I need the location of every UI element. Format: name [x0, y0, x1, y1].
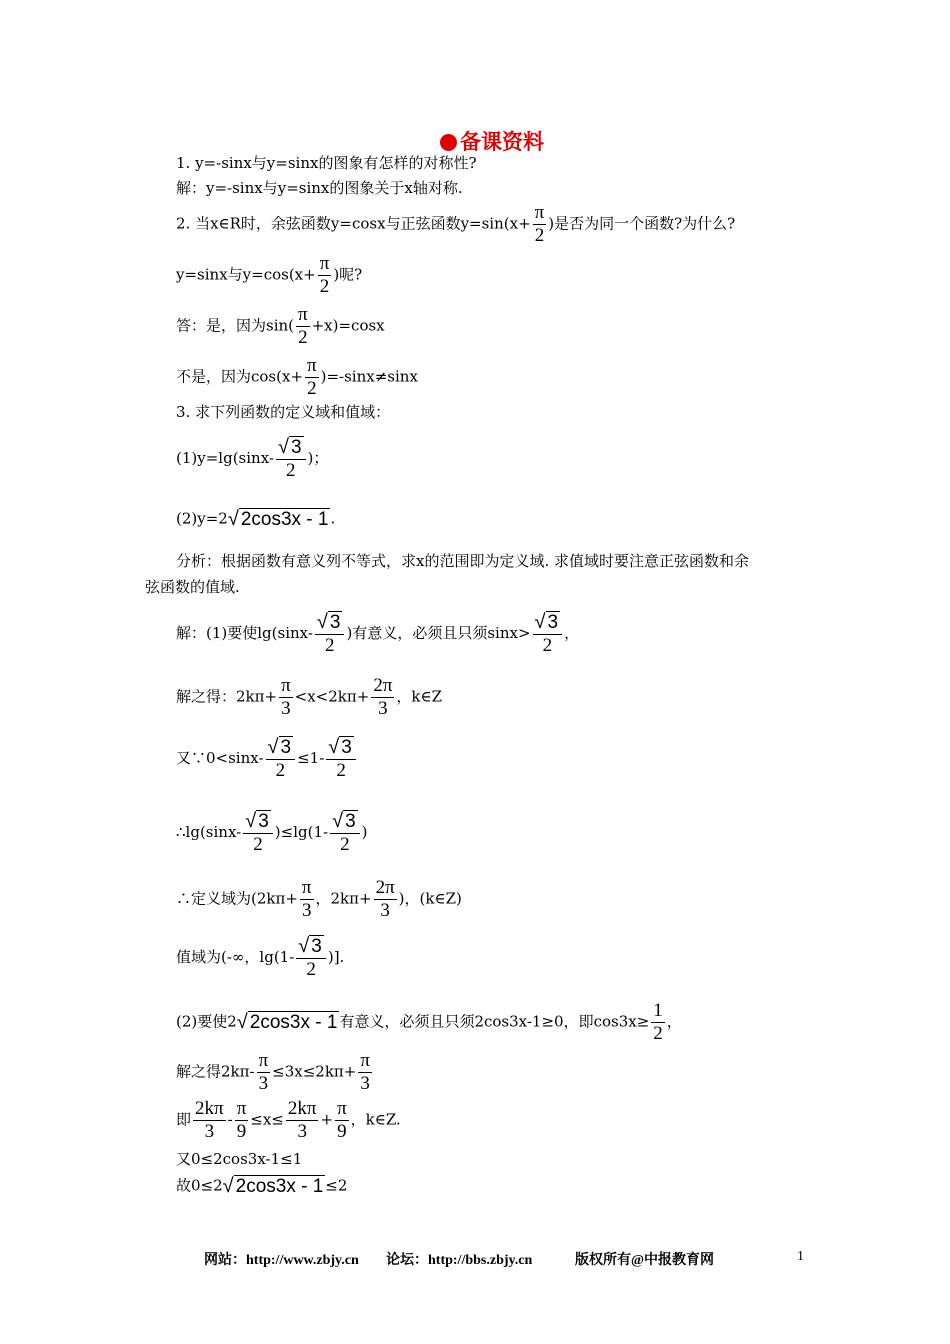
fraction: $\frac{\pi}{2}$	[307, 355, 317, 399]
fraction: $\frac{2k\pi}{3}$	[195, 1098, 224, 1142]
bullet-dot-icon	[440, 134, 457, 151]
fraction: $\frac{2\pi}{3}$	[373, 675, 393, 719]
q1-line: 1. y=-sinx与y=sinx的图象有怎样的对称性?	[176, 154, 477, 172]
solution-1-bound: 又∵0<sinx- $\frac{√ 3}{2}$ ≤1- $\frac{√ 3}{2}$	[176, 736, 358, 782]
solution-2-result: 故0≤2√ 2cos3x - 1 ≤2	[176, 1175, 348, 1197]
footer-copyright: 版权所有@中报教育网	[575, 1253, 715, 1268]
fraction: $\frac{√ 3}{2}$	[326, 736, 356, 782]
fraction: $\frac{√ 3}{2}$	[315, 611, 345, 657]
q2-answer-2: 不是，因为cos(x+ $\frac{\pi}{2}$ )=-sinx≠sinx	[176, 355, 418, 399]
solution-1-line: 解：(1)要使lg(sinx- $\frac{√ 3}{2}$ )有意义，必须且只须sinx> $\frac{√ 3}{2}$ ，	[176, 611, 580, 657]
fraction: $\frac{\pi}{9}$	[337, 1098, 347, 1142]
fraction: $\frac{2\pi}{3}$	[375, 877, 395, 921]
fraction: $\frac{\pi}{3}$	[360, 1050, 370, 1094]
solution-1-solve: 解之得：2kπ+ $\frac{\pi}{3}$ <x<2kπ+ $\frac{2\pi}{3}$ ，k∈Z	[176, 675, 443, 719]
solution-2-bound: 又0≤2cos3x-1≤1	[176, 1150, 303, 1168]
fraction: $\frac{\pi}{2}$	[298, 304, 308, 348]
solution-2-solve: 解之得2kπ- $\frac{\pi}{3}$ ≤3x≤2kπ+ $\frac{\pi}{3}$	[176, 1050, 370, 1094]
fraction: $\frac{\pi}{9}$	[236, 1098, 247, 1142]
q3-line: 3. 求下列函数的定义域和值域：	[176, 403, 391, 421]
fraction: $\frac{√ 3}{2}$	[330, 810, 360, 856]
solution-2-line: (2)要使2√ 2cos3x - 1 有意义，必须且只须2cos3x-1≥0，即cos3x≥ $\frac{1}{2}$ ，	[176, 1000, 682, 1044]
footer-forum: 论坛：http://bbs.zbjy.cn	[386, 1253, 533, 1268]
q2-line-2: y=sinx与y=cos(x+ $\frac{\pi}{2}$ )呢?	[176, 253, 363, 297]
fraction: $\frac{√ 3}{2}$	[276, 436, 306, 482]
fraction: $\frac{√ 3}{2}$	[296, 935, 326, 981]
q2-answer-1: 答：是，因为sin( $\frac{\pi}{2}$ +x)=cosx	[176, 304, 385, 348]
analysis-line-1: 分析：根据函数有意义列不等式，求x的范围即为定义域. 求值域时要注意正弦函数和余	[176, 552, 749, 570]
fraction: $\frac{√ 3}{2}$	[243, 810, 273, 856]
title-text: 备课资料	[460, 130, 544, 154]
footer-website: 网站：http://www.zbjy.cn	[204, 1253, 359, 1268]
fraction: $\frac{√ 3}{2}$	[266, 736, 296, 782]
analysis-line-2: 弦函数的值域.	[145, 578, 240, 596]
q1-answer: 解：y=-sinx与y=sinx的图象关于x轴对称.	[176, 179, 463, 197]
fraction: $\frac{√ 3}{2}$	[533, 611, 563, 657]
sqrt-expression: √ 2cos3x - 1	[227, 508, 329, 530]
solution-2-interval: 即 $\frac{2k\pi}{3}$ - $\frac{\pi}{9}$ ≤x≤ $\frac{2k\pi}{3}$ + $\frac{\pi}{9}$ ，k∈Z.	[176, 1098, 401, 1142]
fraction: $\frac{\pi}{3}$	[301, 877, 312, 921]
fraction: $\frac{2k\pi}{3}$	[287, 1098, 317, 1142]
solution-1-lg: ∴lg(sinx- $\frac{√ 3}{2}$ )≤lg(1- $\frac{√ 3}{2}$ )	[176, 810, 368, 856]
sqrt-expression: √ 2cos3x - 1	[236, 1011, 338, 1033]
q3-part1: (1)y=lg(sinx- $\frac{√ 3}{2}$ )；	[176, 436, 329, 482]
solution-1-domain: ∴定义域为(2kπ+ $\frac{\pi}{3}$ ，2kπ+ $\frac{2\pi}{3}$ )，(k∈Z)	[176, 877, 462, 921]
fraction: $\frac{\pi}{3}$	[258, 1050, 269, 1094]
fraction: $\frac{\pi}{3}$	[281, 675, 291, 719]
fraction: $\frac{1}{2}$	[653, 1000, 663, 1044]
document-title	[440, 126, 544, 156]
page-number: 1	[797, 1249, 804, 1264]
fraction: $\frac{\pi}{2}$	[319, 253, 330, 297]
q2-line: 2. 当x∈R时，余弦函数y=cosx与正弦函数y=sin(x+ $\frac{\pi}{2}$ )是否为同一个函数?为什么?	[176, 202, 736, 246]
sqrt-expression: √ 2cos3x - 1	[222, 1175, 324, 1197]
fraction: $\frac{\pi}{2}$	[534, 202, 545, 246]
solution-1-range: 值域为(-∞，lg(1- $\frac{√ 3}{2}$ )].	[176, 935, 345, 981]
q3-part2: (2)y=2√ 2cos3x - 1 .	[176, 508, 336, 530]
